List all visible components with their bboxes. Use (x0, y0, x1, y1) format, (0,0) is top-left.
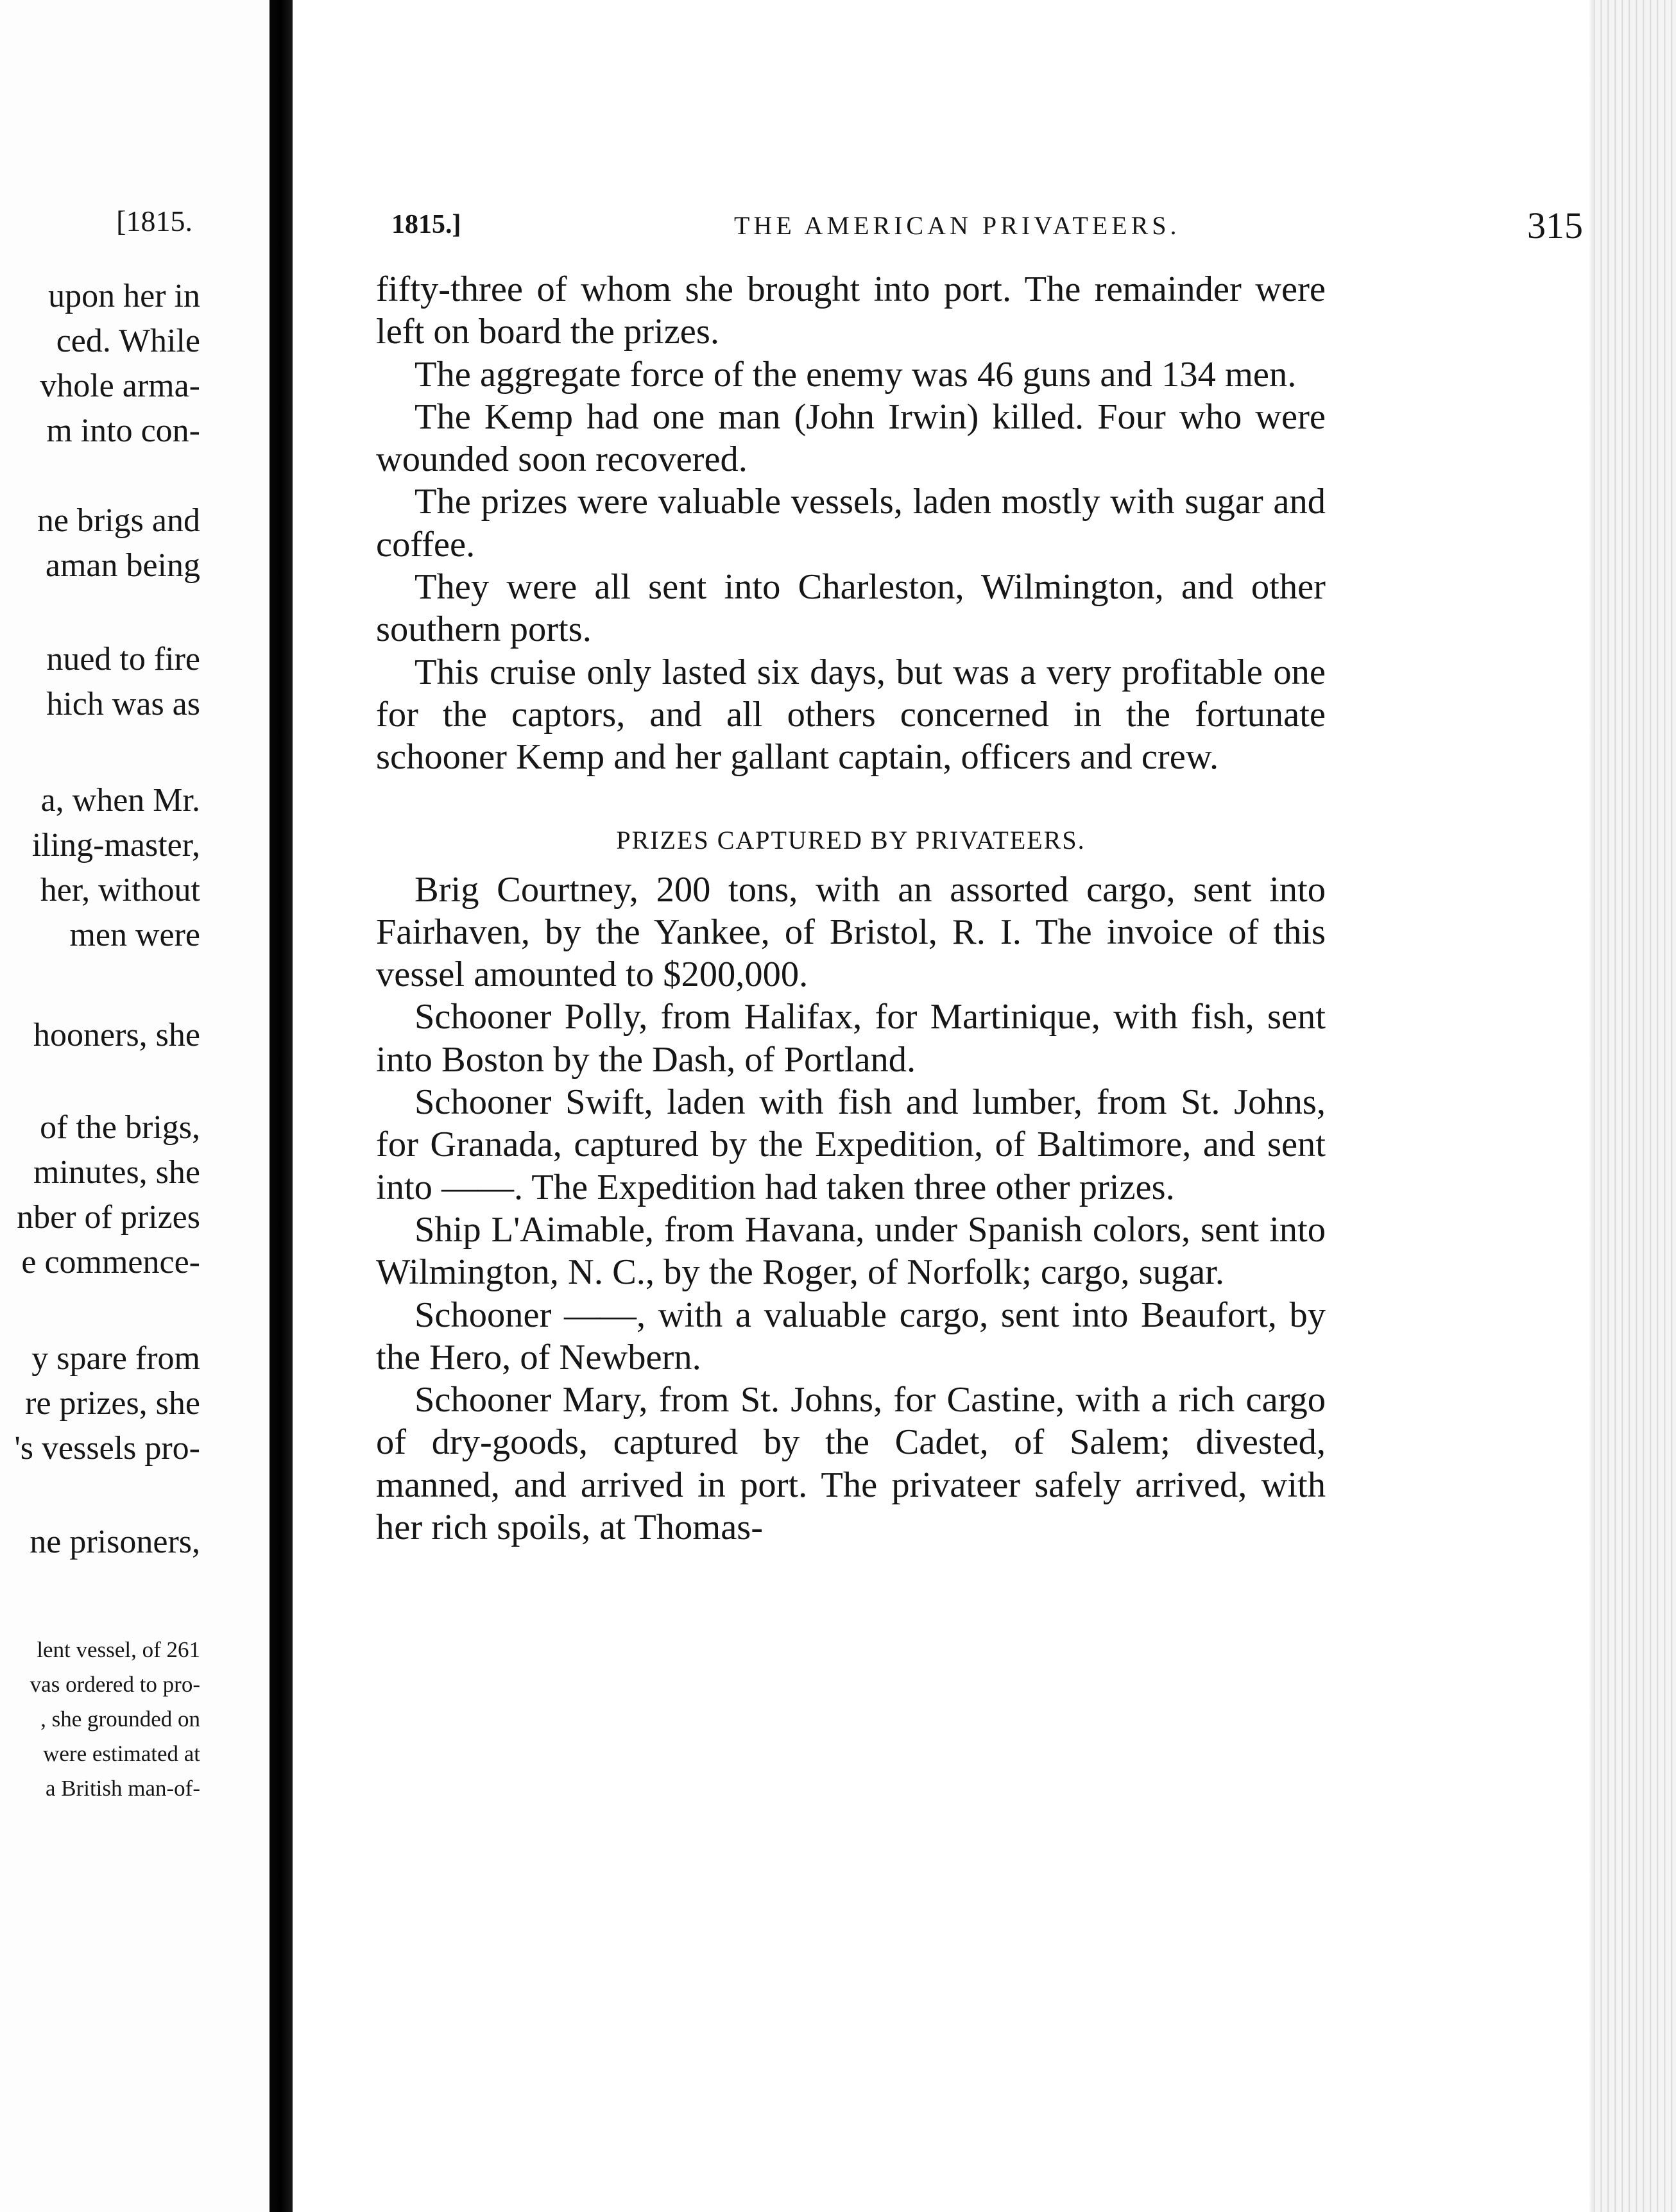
right-page (293, 0, 1595, 2212)
prize-paragraph: Schooner Polly, from Halifax, for Martinique, with fish, sent into Boston by the Dash, of Portland. (376, 997, 1326, 1080)
paragraph: The aggregate force of the enemy was 46 guns and 134 men. (415, 354, 1297, 395)
left-page-line: hich was as (46, 686, 200, 722)
prize-paragraph: Ship L'Aimable, from Havana, under Spanish colors, sent into Wilmington, N. C., by the Roger, of Norfolk; cargo, sugar. (376, 1209, 1326, 1293)
left-page-line: m into con- (46, 413, 200, 449)
left-page-line: vhole arma- (40, 368, 200, 404)
prize-paragraph: Brig Courtney, 200 tons, with an assorted cargo, sent into Fairhaven, by the Yankee, of Bristol, R. I. The invoice of this vessel amounted to $200,000. (376, 869, 1326, 995)
left-page-header: [1815. (116, 205, 192, 237)
running-head-year: 1815.] (391, 210, 461, 239)
left-page-footnote-line: a British man-of- (45, 1776, 200, 1801)
left-page-line: upon her in (48, 278, 200, 314)
left-page-footnote-line: lent vessel, of 261 (37, 1637, 200, 1662)
left-page-line: ne brigs and (37, 502, 200, 539)
left-page-line: aman being (45, 547, 200, 584)
left-page-footnote-line: vas ordered to pro- (30, 1672, 200, 1697)
left-page-line: re prizes, she (25, 1385, 200, 1422)
left-page-fragment (0, 0, 269, 2212)
left-page-line: minutes, she (33, 1154, 200, 1191)
page-number: 315 (1527, 205, 1583, 246)
left-page-line: ced. While (56, 323, 200, 359)
left-page-line: men were (69, 917, 200, 953)
left-page-line: a, when Mr. (40, 782, 200, 819)
paragraph: This cruise only lasted six days, but was a very profitable one for the captors, and all others concerned in the fortunate schooner Kemp and her gallant captain, officers and crew. (376, 652, 1326, 778)
paragraph: fifty-three of whom she brought into port. The remainder were left on board the prizes. (376, 269, 1326, 352)
left-page-line: nued to fire (46, 641, 200, 677)
book-page-edges (1595, 0, 1676, 2212)
section-heading: PRIZES CAPTURED BY PRIVATEERS. (616, 825, 1086, 855)
prize-paragraph: Schooner Swift, laden with fish and lumber, from St. Johns, for Granada, captured by the Expedition, of Baltimore, and sent into ——. The Expedition had taken three other prizes. (376, 1082, 1326, 1207)
running-head (391, 204, 1611, 255)
left-page-line: y spare from (31, 1340, 200, 1377)
left-page-line: e commence- (21, 1244, 200, 1280)
running-head-title: THE AMERICAN PRIVATEERS. (734, 211, 1181, 240)
prize-paragraph: Schooner Mary, from St. Johns, for Castine, with a rich cargo of dry-goods, captured by the Cadet, of Salem; divested, manned, and arrived in port. The privateer safely arrived, with her rich spoils, at Thomas- (376, 1380, 1326, 1548)
paragraph: The Kemp had one man (John Irwin) killed. Four who were wounded soon recovered. (376, 396, 1326, 480)
left-page-line: nber of prizes (17, 1199, 200, 1236)
prize-paragraph: Schooner ——, with a valuable cargo, sent into Beaufort, by the Hero, of Newbern. (376, 1295, 1326, 1377)
body-text (376, 268, 1326, 1549)
left-page-line: 's vessels pro- (14, 1430, 200, 1467)
left-page-footnote-line: were estimated at (43, 1741, 200, 1766)
left-page-line: of the brigs, (40, 1109, 200, 1146)
left-page-line: ne prisoners, (30, 1524, 200, 1560)
book-gutter (269, 0, 293, 2212)
left-page-line: hooners, she (33, 1017, 200, 1053)
paragraph: They were all sent into Charleston, Wilmington, and other southern ports. (376, 567, 1326, 650)
left-page-line: her, without (40, 872, 200, 908)
left-page-line: iling-master, (31, 827, 200, 864)
left-page-footnote-line: , she grounded on (40, 1706, 200, 1731)
paragraph: The prizes were valuable vessels, laden mostly with sugar and coffee. (376, 482, 1326, 565)
